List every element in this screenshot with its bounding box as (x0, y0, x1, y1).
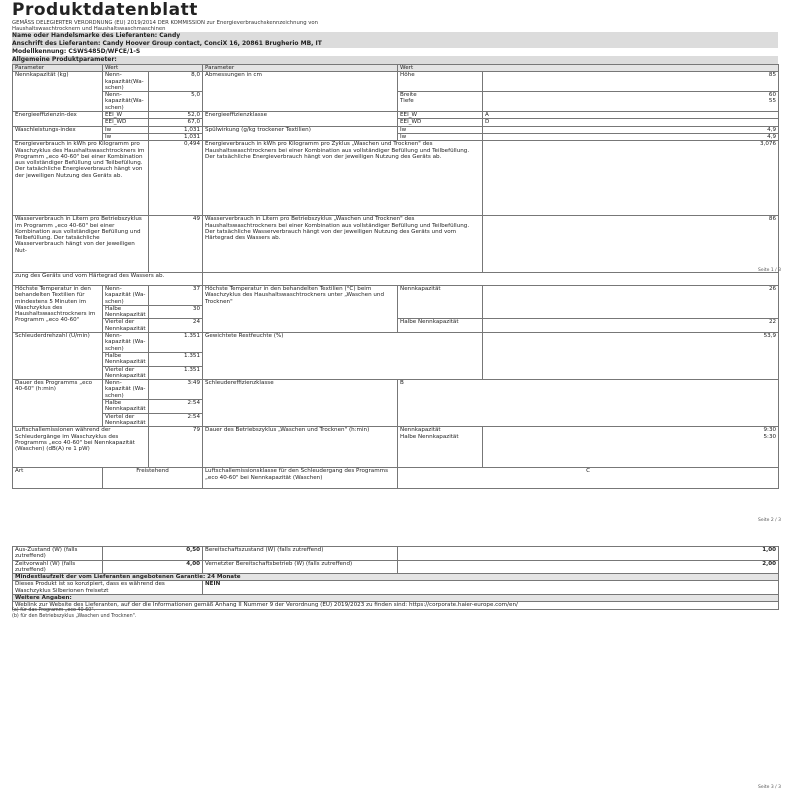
footnote-b: (b) für den Betriebszyklus „Waschen und Trocknen". (12, 614, 137, 619)
energy-washdry-label: Energieverbrauch in kWh pro Kilogramm pro Zyklus „Waschen und Trocknen" des Haushaltswaschtrockners bei einer Kombination aus vollständiger Befüllung und Teilbefüllung. Der tatsächliche Energieverbrauch hängt von der jeweiligen Nutzung des Geräts ab. (203, 141, 483, 216)
silver-ions-label: Dieses Produkt ist so konzipiert, dass es während des Waschzyklus Silberionen freisetzt (13, 581, 203, 595)
temp-washdry-value-2: 22 (483, 319, 779, 333)
dimensions-label: Abmessungen in cm (203, 72, 398, 112)
page-number-1: Seite 1 / 3 (758, 268, 781, 273)
rinse-value-2: 4,9 (483, 133, 779, 140)
duration-sub-2: Halbe Nennkapazität (103, 400, 149, 414)
temp-washdry-value-1: 26 (483, 286, 779, 319)
col-header-value: Wert (103, 65, 203, 72)
energy-class-sub-2: EEI_WD (398, 119, 483, 126)
supplier-name: Name oder Handelsmarke des Lieferanten: Candy (12, 32, 778, 40)
capacity-sub-2: Nenn-kapazität(Wa-schen) (103, 92, 149, 112)
page-number-3: Seite 3 / 3 (758, 785, 781, 790)
duration-value-2: 2:54 (149, 400, 203, 414)
depth-label: Tiefe (400, 98, 414, 105)
wash-index-value-1: 1,031 (149, 126, 203, 133)
col-header-param: Parameter (13, 65, 103, 72)
duration-label: Dauer des Programms „eco 40-60" (h:min) (13, 380, 103, 427)
spin-class-value: B (398, 380, 779, 427)
washdry-cycle-label: Dauer des Betriebszyklus „Waschen und Trocknen" (h:min) (203, 427, 398, 468)
rinse-label: Spülwirkung (g/kg trockener Textilien) (203, 126, 398, 141)
temp-wash-label: Höchste Temperatur in den behandelten Textilien für mindestens 5 Minuten im Waschzyklus des Haushaltswaschtrockners im Programm „eco 40-60" (13, 286, 103, 333)
energy-washdry-value: 3,076 (483, 141, 779, 216)
spin-sub-1: Nenn-kapazität (Wa-schen) (103, 333, 149, 353)
noise-label: Luftschallemissionen während der Schleudergänge im Waschzyklus des Programms „eco 40-60" bei Nennkapazität (Waschen) (dB(A) re 1 pW) (13, 427, 149, 468)
washdry-cycle-values (483, 427, 779, 468)
height-value: 85 (483, 72, 779, 92)
supplier-address: Anschrift des Lieferanten: Candy Hoover Group contact, ConciX 16, 20861 Brugherio MB, IT (12, 40, 778, 48)
rinse-value-1: 4,9 (483, 126, 779, 133)
width-depth-values (483, 92, 779, 112)
width-label: Breite (400, 92, 417, 99)
capacity-value-2: 5,0 (149, 92, 203, 112)
water-wash-label: Wasserverbrauch in Litern pro Betriebszyklus im Programm „eco 40-60" bei einer Kombination aus vollständiger Befüllung und Teilbefüllung. Der tatsächliche Wasserverbrauch hängt von der jeweiligen Nut- (13, 216, 149, 273)
noise-value: 79 (149, 427, 203, 468)
noise-class-label: Luftschallemissionsklasse für den Schleudergang des Programms „eco 40-60" bei Nennkapazität (Waschen) (203, 468, 398, 489)
washdry-cycle-value-2: 5:30 (763, 433, 777, 440)
energy-wash-value: 0,494 (149, 141, 203, 216)
col-header-param: Parameter (203, 65, 398, 72)
rinse-sub-2: Iw (398, 133, 483, 140)
energy-class-value-2: D (483, 119, 779, 126)
temp-washdry-sub-1: Nennkapazität (398, 286, 483, 319)
spin-value-1: 1.351 (149, 333, 203, 353)
washdry-cycle-sub-2: Halbe Nennkapazität (400, 433, 459, 440)
regulation-line-2: Haushaltswaschtrocknern und Haushaltswaschmaschinen (12, 26, 166, 32)
water-washdry-value: 86 (483, 216, 779, 273)
energy-class-sub-1: EEI_W (398, 112, 483, 119)
parameters-table-page1 (12, 64, 779, 273)
page-number-2: Seite 2 / 3 (758, 518, 781, 523)
capacity-value-1: 8,0 (149, 72, 203, 92)
temp-washdry-sub-2: Halbe Nennkapazität (398, 319, 483, 333)
networked-standby-value: 2,00 (398, 560, 779, 574)
wash-index-label: Waschleistungs-index (13, 126, 103, 141)
energy-wash-label: Energieverbrauch in kWh pro Kilogramm pro Waschzyklus des Haushaltswaschtrockners im Programm „eco 40-60" bei einer Kombination aus vollständiger Befüllung und Teilbefüllung. Der tatsächliche Energieverbrauch hängt von der jeweiligen Nutzung des Geräts ab. (13, 141, 149, 216)
water-wash-label-cont: zung des Geräts und vom Härtegrad des Wassers ab. (13, 273, 203, 286)
washdry-cycle-value-1: 9:30 (763, 427, 777, 434)
wash-index-sub-2: Iw (103, 133, 149, 140)
eei-label: Energieeffizienzin-dex (13, 112, 103, 127)
off-mode-value: 0,50 (103, 547, 203, 561)
parameters-table-page2 (12, 272, 779, 489)
depth-value: 55 (768, 98, 777, 105)
width-value: 60 (768, 92, 777, 99)
networked-standby-label: Vernetzter Bereitschaftsbetrieb (W) (falls zutreffend) (203, 560, 398, 574)
off-mode-label: Aus-Zustand (W) (falls zutreffend) (13, 547, 103, 561)
page-title: Produktdatenblatt (12, 0, 198, 20)
washdry-cycle-sub-1: Nennkapazität (400, 427, 441, 434)
duration-value-1: 3:49 (149, 380, 203, 400)
duration-value-3: 2:54 (149, 413, 203, 427)
delay-start-value: 4,00 (103, 560, 203, 574)
eei-sub-2: EEI_WD (103, 119, 149, 126)
standby-label: Bereitschaftszustand (W) (falls zutreffend) (203, 547, 398, 561)
eei-sub-1: EEI_W (103, 112, 149, 119)
spin-speed-label: Schleuderdrehzahl (U/min) (13, 333, 103, 380)
width-depth-labels (398, 92, 483, 112)
duration-sub-1: Nenn-kapazität (Wa-schen) (103, 380, 149, 400)
duration-sub-3: Viertel der Nennkapazität (103, 413, 149, 427)
moisture-value: 53,9 (483, 333, 779, 380)
temp-washdry-label: Höchste Temperatur in den behandelten Textilien (°C) beim Waschzyklus des Haushaltswaschtrockners unter „Waschen und Trocknen" (203, 286, 398, 333)
model-identifier: Modellkennung: CSWS485D/WFCE/1-S (12, 48, 141, 55)
energy-class-label: Energieeffizienzklasse (203, 112, 398, 127)
eei-value-1: 52,0 (149, 112, 203, 119)
washdry-cycle-subs (398, 427, 483, 468)
spin-value-3: 1.351 (149, 366, 203, 380)
temp-wash-sub-2: Halbe Nennkapazität (103, 305, 149, 319)
height-label: Höhe (398, 72, 483, 92)
capacity-label: Nennkapazität (kg) (13, 72, 103, 112)
water-wash-value: 49 (149, 216, 203, 273)
spin-class-label: Schleudereffizienzklasse (203, 380, 398, 427)
silver-ions-value: NEIN (203, 581, 779, 595)
wash-index-sub-1: Iw (103, 126, 149, 133)
standby-value: 1,00 (398, 547, 779, 561)
temp-wash-sub-3: Viertel der Nennkapazität (103, 319, 149, 333)
col-header-value: Wert (398, 65, 779, 72)
general-parameters-header: Allgemeine Produktparameter: (12, 56, 778, 64)
temp-wash-value-1: 37 (149, 286, 203, 306)
rinse-sub-1: Iw (398, 126, 483, 133)
energy-class-value-1: A (483, 112, 779, 119)
warranty-row: Mindestlaufzeit der vom Lieferanten angebotenen Garantie: 24 Monate (13, 574, 779, 581)
empty-cell (203, 273, 779, 286)
weblink-label: Weblink zur Website des Lieferanten, auf der die Informationen gemäß Anhang II Nummer 9 der Verordnung (EU) 2019/2023 zu finden sind: (15, 602, 408, 609)
temp-wash-value-2: 30 (149, 305, 203, 319)
temp-wash-sub-1: Nenn-kapazität (Wa-schen) (103, 286, 149, 306)
water-washdry-label: Wasserverbrauch in Litern pro Betriebszyklus „Waschen und Trocknen" des Haushaltswaschtrockners bei einer Kombination aus vollständiger Befüllung und Teilbefüllung. Der tatsächliche Wasserverbrauch hängt von der jeweiligen Nutzung des Geräts und vom Härtegrad des Wassers ab. (203, 216, 483, 273)
moisture-label: Gewichtete Restfeuchte (%) (203, 333, 483, 380)
type-value: Freistehend (103, 468, 203, 489)
spin-sub-2: Halbe Nennkapazität (103, 352, 149, 366)
temp-wash-value-3: 24 (149, 319, 203, 333)
footnote-a: (a) für das Programm „eco 40-60". (12, 608, 96, 613)
wash-index-value-2: 1,031 (149, 133, 203, 140)
delay-start-label: Zeitvorwahl (W) (falls zutreffend) (13, 560, 103, 574)
regulation-line-1: GEMÄSS DELEGIERTER VERORDNUNG (EU) 2019/2014 DER KOMMISSION zur Energieverbrauchskennzeichnung von (12, 20, 318, 26)
eei-value-2: 67,0 (149, 119, 203, 126)
spin-value-2: 1.351 (149, 352, 203, 366)
capacity-sub-1: Nenn-kapazität(Wa-schen) (103, 72, 149, 92)
parameters-table-page3 (12, 546, 779, 610)
further-info-header: Weitere Angaben: (13, 595, 779, 602)
type-label: Art (13, 468, 103, 489)
spin-sub-3: Viertel der Nennkapazität (103, 366, 149, 380)
weblink-url[interactable]: https://corporate.haier-europe.com/en/ (408, 602, 518, 609)
weblink-row (13, 602, 779, 609)
noise-class-value: C (398, 468, 779, 489)
